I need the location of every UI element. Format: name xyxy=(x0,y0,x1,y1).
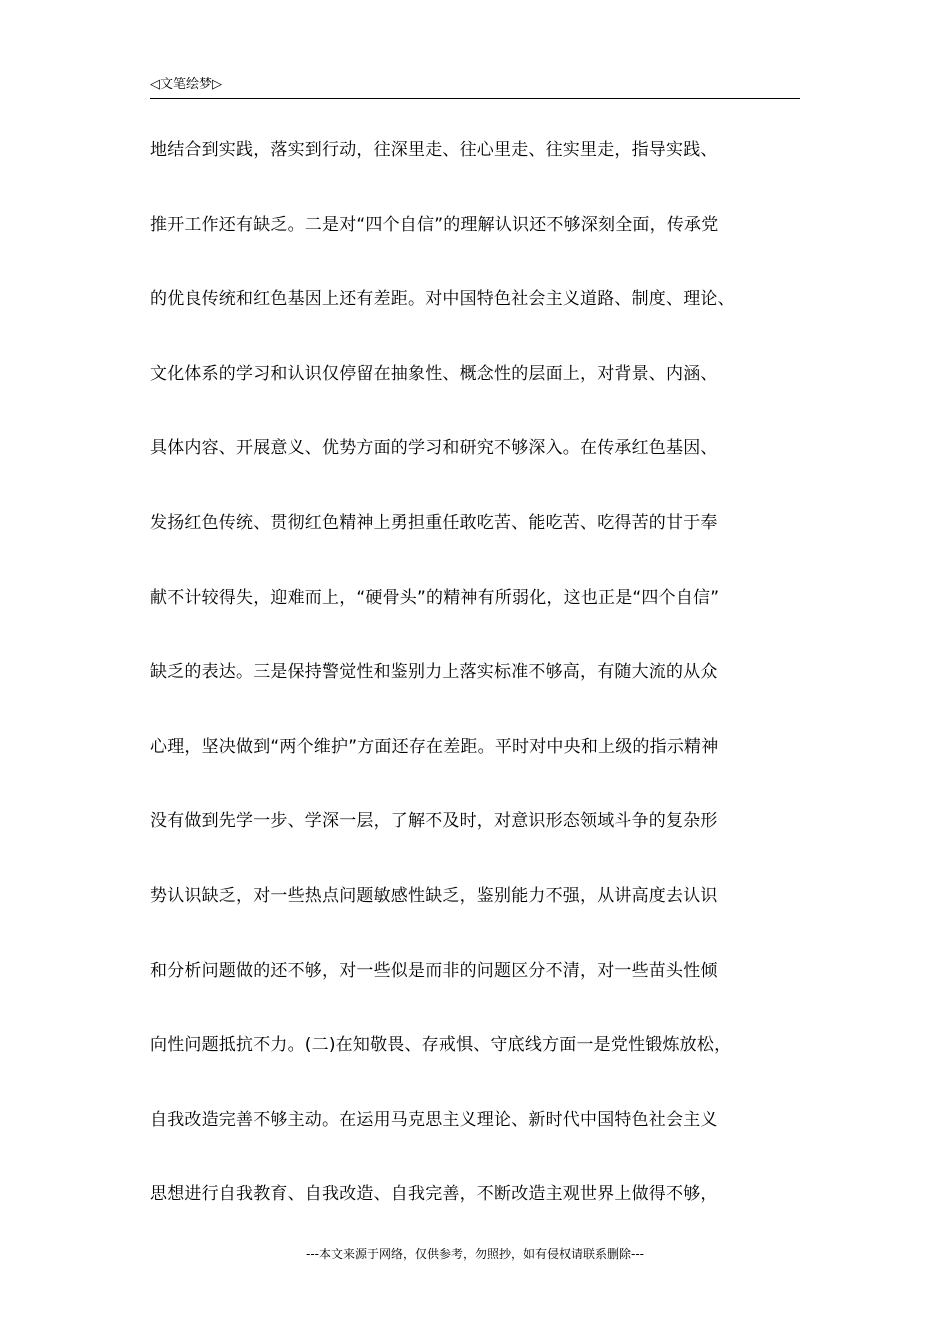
body-line: 思想进行自我教育、自我改造、自我完善，不断改造主观世界上做得不够， xyxy=(150,1184,718,1205)
body-line: 地结合到实践，落实到行动，往深里走、往心里走、往实里走，指导实践、 xyxy=(150,140,718,160)
body-line: 献不计较得失，迎难而上，“硬骨头”的精神有所弱化，这也正是“四个自信” xyxy=(150,587,720,608)
body-line: 发扬红色传统、贯彻红色精神上勇担重任敢吃苦、能吃苦、吃得苦的甘于奉 xyxy=(150,512,718,533)
body-line: 的优良传统和红色基因上还有差距。对中国特色社会主义道路、制度、理论、 xyxy=(150,289,735,310)
footer-disclaimer: ---本文来源于网络，仅供参考，勿照抄，如有侵权请联系删除--- xyxy=(306,1247,644,1261)
body-line: 具体内容、开展意义、优势方面的学习和研究不够深入。在传承红色基因、 xyxy=(150,438,718,459)
header-title: ◁文笔绘梦▷ xyxy=(150,77,222,92)
page-footer xyxy=(0,1246,950,1262)
body-line: 心理，坚决做到“两个维护”方面还存在差距。平时对中央和上级的指示精神 xyxy=(150,736,719,757)
body-line: 向性问题抵抗不力。(二)在知敬畏、存戒惧、守底线方面一是党性锻炼放松， xyxy=(150,1035,732,1056)
body-line: 没有做到先学一步、学深一层，了解不及时，对意识形态领域斗争的复杂形 xyxy=(150,811,718,832)
document-body xyxy=(150,113,810,1232)
body-line: 和分析问题做的还不够，对一些似是而非的问题区分不清，对一些苗头性倾 xyxy=(150,960,718,981)
body-line: 势认识缺乏，对一些热点问题敏感性缺乏，鉴别能力不强，从讲高度去认识 xyxy=(150,885,718,906)
body-line: 缺乏的表达。三是保持警觉性和鉴别力上落实标准不够高，有随大流的从众 xyxy=(150,662,718,683)
body-line: 推开工作还有缺乏。二是对“四个自信”的理解认识还不够深刻全面，传承党 xyxy=(150,214,719,235)
body-line: 文化体系的学习和认识仅停留在抽象性、概念性的层面上，对背景、内涵、 xyxy=(150,363,718,384)
page-header xyxy=(150,74,800,99)
body-line: 自我改造完善不够主动。在运用马克思主义理论、新时代中国特色社会主义 xyxy=(150,1109,718,1130)
